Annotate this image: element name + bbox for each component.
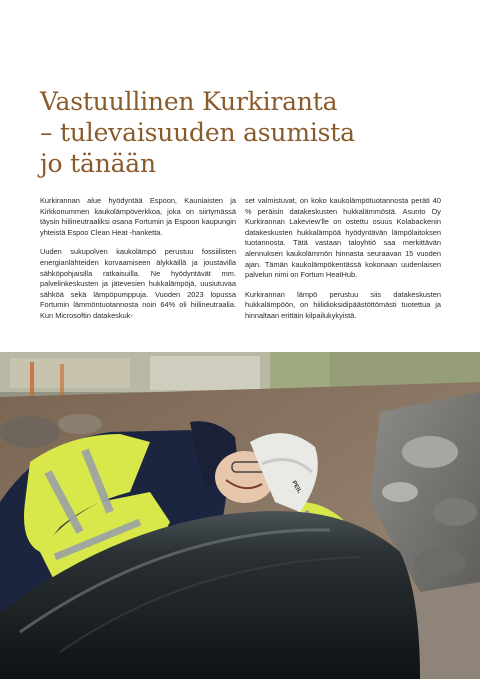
title-line: jo tänään: [40, 149, 156, 178]
title-line: – tulevaisuuden asumista: [40, 118, 355, 147]
photo-worker-hugging-pipe: [0, 352, 480, 679]
helmet-logo-text: PEIL: [290, 480, 303, 495]
paragraph: Kurkirannan alue hyödyntää Espoon, Kauniaisten ja Kirkkonummen kaukolämpöverkkoa, joka on siirtymässä täysin hiilineutraaliksi osana Fortumin ja Espoon kaupungin yhteistä Espoo Clean Heat -hanketta.: [40, 196, 236, 237]
title-line: Vastuullinen Kurkiranta: [40, 87, 338, 116]
paragraph: Kurkirannan lämpö perustuu siis datakeskusten hukkalämpöön, on hiilidioksidipäästöttömästi tuotettua ja hinnaltaan erittäin kilpailukykyistä.: [245, 289, 441, 320]
text-column-left: [40, 196, 236, 331]
paragraph: Uuden sukupolven kaukolämpö perustuu fossiilisten energianlähteiden korvaamiseen älykkäillä ja joustavilla sähköpohjaisilla ratkaisuilla. Ne hyödyntävät mm. palvelinkeskusten ja jätevesien hukkalämpöjä, uusiutuvaa sähköä sekä lämpöpumppuja. Vuoden 2023 lopussa Fortumin lämmöntuotannosta noin 64% oli hiilineutraalia. Kun Microsoftin datakeskuk-: [40, 247, 236, 320]
text-column-right: [245, 196, 441, 331]
article-title: [40, 86, 460, 179]
paragraph: set valmistuvat, on koko kaukolämpötuotannosta peräti 40 % peräisin datakeskusten hukkalämmöstä. Asunto Oy Kurkirannan Lakeview'lle on ostettu osuus Kolabackenin datakeskusten hukkalämpöä hyödyntävän lämpölaitoksen tuotannosta. Tätä vastaan taloyhtiö saa merkittävän alennuksen kaukolämmön hinnasta seuraavan 15 vuoden ajan. Tämän kaukolämpökentässä kokonaan uudenlaisen palvelun nimi on Fortum HeatHub.: [245, 196, 441, 280]
